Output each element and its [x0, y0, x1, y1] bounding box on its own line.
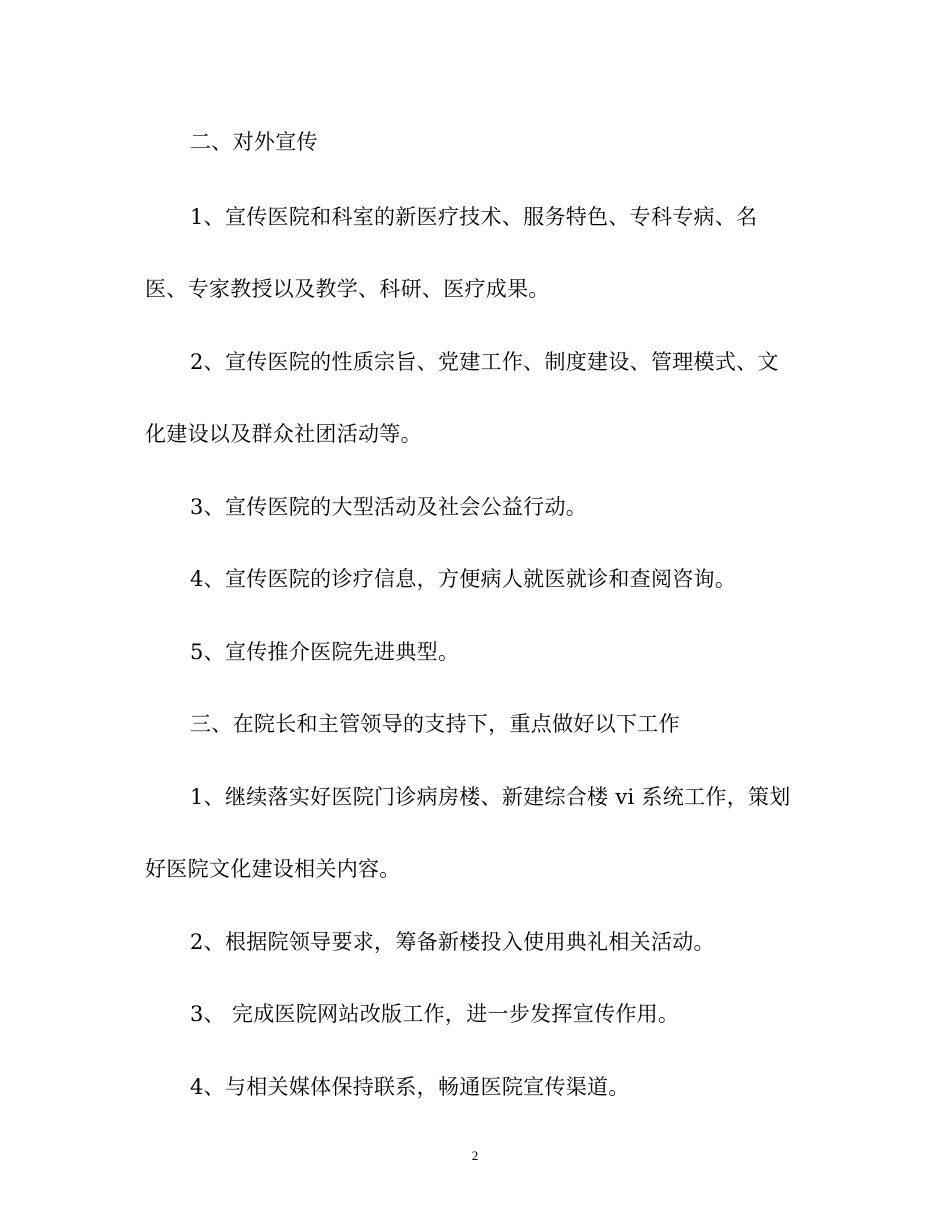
paragraph-line: 化建设以及群众社团活动等。 [145, 422, 422, 446]
paragraph-line: 3、 完成医院网站改版工作，进一步发挥宣传作用。 [190, 1002, 680, 1026]
paragraph-line: 2、根据院领导要求，筹备新楼投入使用典礼相关活动。 [190, 930, 715, 954]
paragraph-line: 2、宣传医院的性质宗旨、党建工作、制度建设、管理模式、文 [190, 350, 779, 374]
paragraph-line: 4、与相关媒体保持联系，畅通医院宣传渠道。 [190, 1075, 630, 1099]
paragraph-line: 1、宣传医院和科室的新医疗技术、服务特色、专科专病、名 [190, 205, 758, 229]
section-heading-external-publicity: 二、对外宣传 [190, 130, 318, 154]
paragraph-line: 5、宣传推介医院先进典型。 [190, 640, 460, 664]
paragraph-line: 3、宣传医院的大型活动及社会公益行动。 [190, 495, 588, 519]
section-heading-key-work: 三、在院长和主管领导的支持下，重点做好以下工作 [190, 712, 680, 736]
paragraph-line: 医、专家教授以及教学、科研、医疗成果。 [145, 277, 550, 301]
page-number: 2 [471, 1148, 479, 1163]
paragraph-line: 1、继续落实好医院门诊病房楼、新建综合楼 vi 系统工作，策划 [190, 785, 791, 809]
paragraph-line: 好医院文化建设相关内容。 [145, 857, 401, 881]
paragraph-line: 4、宣传医院的诊疗信息，方便病人就医就诊和查阅咨询。 [190, 567, 737, 591]
